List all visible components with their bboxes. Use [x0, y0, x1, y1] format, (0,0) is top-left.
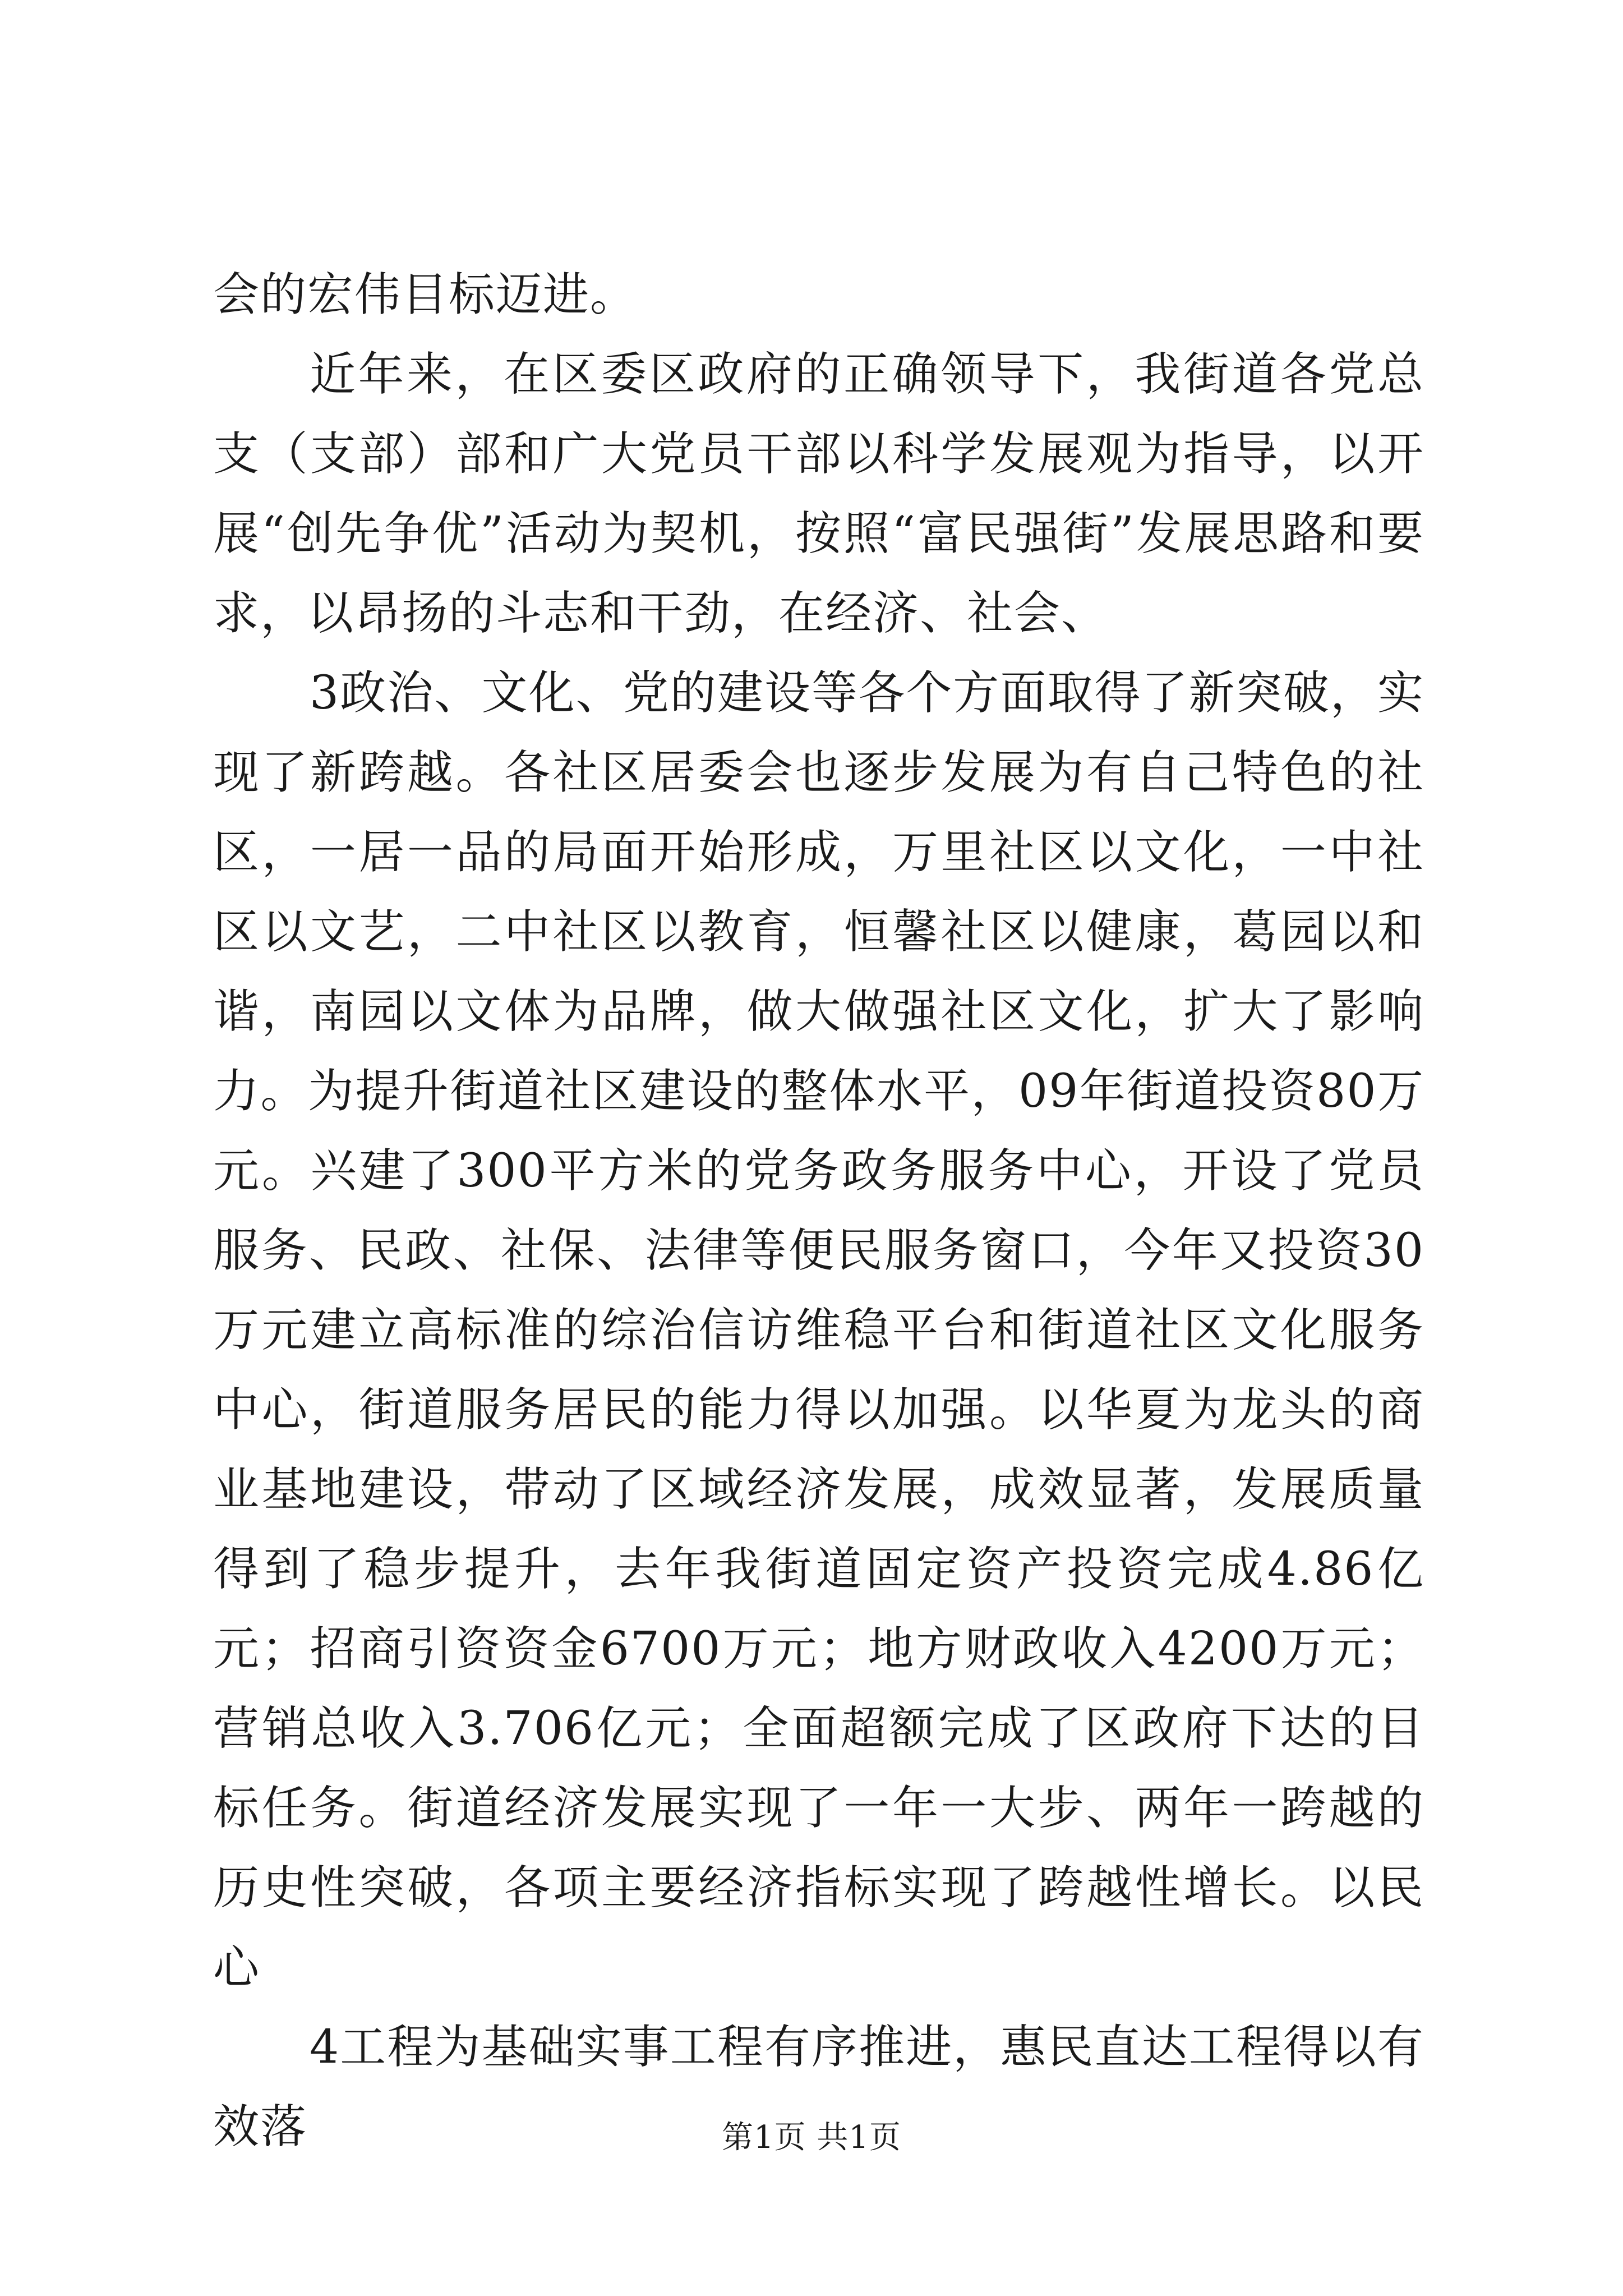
paragraph: 3政治、文化、党的建设等各个方面取得了新突破，实现了新跨越。各社区居委会也逐步发展为有自己特色的社区，一居一品的局面开始形成，万里社区以文化，一中社区以文艺，二中社区以教育，恒馨社区以健康，葛园以和谐，南园以文体为品牌，做大做强社区文化，扩大了影响力。为提升街道社区建设的整体水平，09年街道投资80万元。兴建了300平方米的党务政务服务中心，开设了党员服务、民政、社保、法律等便民服务窗口，今年又投资30万元建立高标准的综治信访维稳平台和街道社区文化服务中心，街道服务居民的能力得以加强。以华夏为龙头的商业基地建设，带动了区域经济发展，成效显著，发展质量得到了稳步提升，去年我街道固定资产投资完成4.86亿元；招商引资资金6700万元；地方财政收入4200万元；营销总收入3.706亿元；全面超额完成了区政府下达的目标任务。街道经济发展实现了一年一大步、两年一跨越的历史性突破，各项主要经济指标实现了跨越性增长。以民心: [213, 666, 1424, 1994]
page-footer: 第1页 共1页: [721, 2119, 902, 2156]
paragraph: 4工程为基础实事工程有序推进，惠民直达工程得以有效落: [213, 2021, 1424, 2154]
document-body: [213, 255, 1424, 2167]
paragraph-continuation: 会的宏伟目标迈进。: [213, 268, 638, 321]
paragraph: 近年来，在区委区政府的正确领导下，我街道各党总支（支部）部和广大党员干部以科学发展观为指导，以开展“创先争优”活动为契机，按照“富民强街”发展思路和要求，以昂扬的斗志和干劲，在经济、社会、: [213, 348, 1424, 640]
